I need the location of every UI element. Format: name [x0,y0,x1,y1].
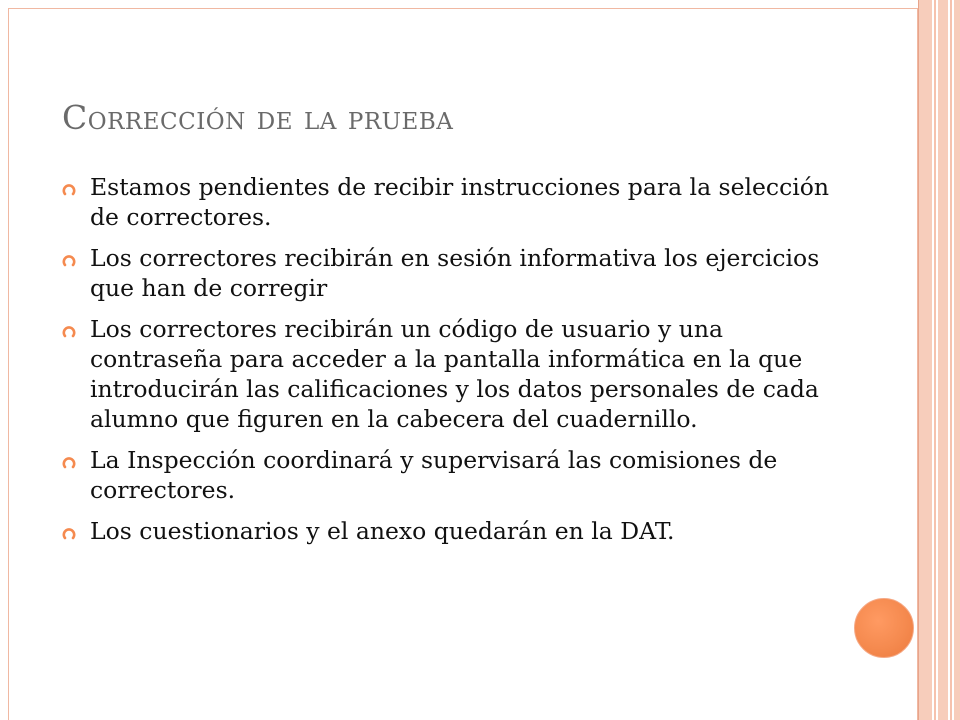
open-circle-bullet-icon [62,253,76,267]
bullet-item [62,172,832,232]
bullet-text: Estamos pendientes de recibir instrucciones para la selección de correctores. [90,173,830,231]
bullet-item [62,314,832,434]
right-stripe-decoration [918,0,960,720]
open-circle-bullet-icon [62,182,76,196]
bullet-text: Los correctores recibirán en sesión informativa los ejercicios que han de corregir [90,244,820,302]
bullet-item [62,445,832,505]
bullet-item [62,516,832,546]
bullet-text: Los cuestionarios y el anexo quedarán en la DAT. [90,517,675,545]
open-circle-bullet-icon [62,526,76,540]
bullet-list [62,172,832,557]
slide-title: Corrección de la prueba [62,98,454,137]
orange-circle-decoration [854,598,914,658]
bullet-text: La Inspección coordinará y supervisará las comisiones de correctores. [90,446,778,504]
bullet-item [62,243,832,303]
bullet-text: Los correctores recibirán un código de usuario y una contraseña para acceder a la pantalla informática en la que introducirán las calificaciones y los datos personales de cada alumno que figuren en la cabecera del cuadernillo. [90,315,819,433]
open-circle-bullet-icon [62,455,76,469]
open-circle-bullet-icon [62,324,76,338]
